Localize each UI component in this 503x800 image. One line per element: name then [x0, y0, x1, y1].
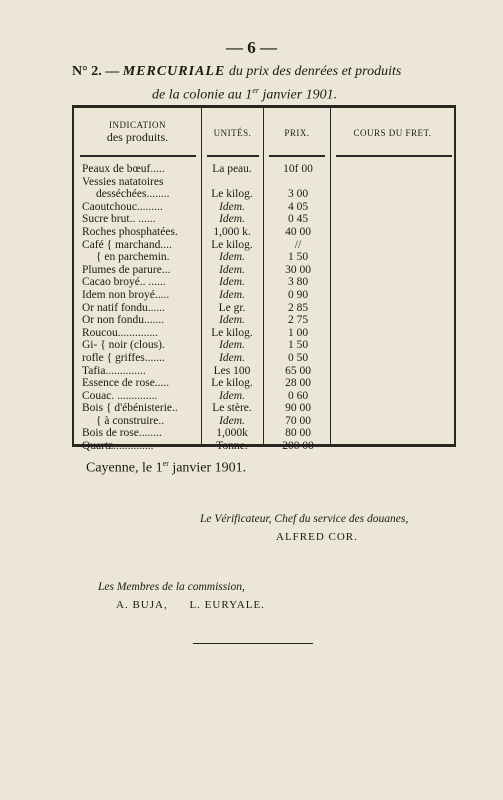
unit-cell: Le kilog.	[211, 188, 253, 201]
price-cell: 80 00	[285, 427, 311, 440]
price-cell: 3 00	[287, 188, 309, 201]
table-row	[74, 427, 454, 440]
product-label: desséchées........	[96, 188, 170, 201]
price-cell: 40 00	[285, 225, 311, 238]
unit-cell: Idem.	[219, 389, 245, 402]
page-number: — 6 —	[226, 38, 277, 57]
unit-cell: Idem.	[219, 200, 245, 213]
unit-cell: Idem.	[219, 314, 245, 327]
price-cell: //	[294, 238, 302, 251]
product-label: Sucre brut.. ......	[82, 213, 156, 226]
price-cell: 30 00	[285, 263, 311, 276]
unit-cell: Idem.	[219, 263, 245, 276]
unit-cell: Le kilog.	[211, 377, 253, 390]
product-label: Peaux de bœuf.....	[82, 163, 165, 175]
product-label: { à construire..	[96, 414, 165, 427]
table-row	[74, 226, 454, 239]
header-prix: PRIX.	[284, 128, 310, 138]
title-line2-pre: de la colonie au 1	[152, 87, 253, 103]
table-row	[74, 201, 454, 214]
commission-names	[116, 599, 283, 611]
table-row	[74, 251, 454, 264]
table-row	[74, 440, 454, 453]
table-row	[74, 339, 454, 352]
product-label: Couac. ..............	[82, 389, 158, 402]
table-row	[74, 276, 454, 289]
table-row	[74, 302, 454, 315]
unit-cell: Les 100	[213, 364, 251, 377]
price-cell: 90 00	[285, 402, 311, 415]
table-body	[74, 163, 454, 453]
header-unites: UNITÉS.	[213, 128, 252, 138]
price-cell: 0 45	[287, 213, 309, 226]
title-line-2	[72, 81, 472, 105]
header-indication-top: INDICATION	[109, 120, 166, 130]
title-mercuriale: MERCURIALE	[122, 64, 226, 79]
member-name: A. BUJA,	[116, 599, 168, 611]
product-label: Quartz..............	[82, 440, 154, 453]
verificateur-name: ALFRED COR.	[276, 531, 358, 543]
title-number: N° 2. —	[72, 64, 120, 79]
header-rule	[269, 155, 325, 157]
unit-cell: La peau.	[212, 163, 252, 175]
product-label: Idem non broyé.....	[82, 288, 170, 301]
unit-cell: Idem.	[219, 414, 245, 427]
title-line2-post: janvier 1901.	[258, 87, 338, 103]
table-row	[74, 352, 454, 365]
table-row	[74, 239, 454, 252]
price-cell: 70 00	[285, 414, 311, 427]
product-label: Bois { d'ébénisterie..	[82, 402, 178, 415]
price-cell: 4 05	[287, 200, 309, 213]
unit-cell: Tonne.	[216, 440, 248, 453]
unit-cell: Idem.	[219, 276, 245, 289]
product-label: Cacao broyé.. ......	[82, 276, 166, 289]
unit-cell: Idem.	[219, 351, 245, 364]
product-label: { en parchemin.	[96, 251, 170, 264]
table-row	[74, 327, 454, 340]
unit-cell: Idem.	[219, 339, 245, 352]
table-row	[74, 163, 454, 176]
header-indication	[74, 120, 201, 145]
place-date-pre: Cayenne, le 1	[86, 460, 163, 476]
place-date	[86, 459, 246, 477]
verificateur-title: Le Vérificateur, Chef du service des douanes,	[200, 513, 409, 525]
price-cell: 1 00	[287, 326, 309, 339]
product-label: Or non fondu.......	[82, 314, 165, 327]
table-row	[74, 365, 454, 378]
price-cell: 3 80	[287, 276, 309, 289]
price-cell: 0 60	[287, 389, 309, 402]
unit-cell: Idem.	[219, 288, 245, 301]
product-label: Vessies natatoires	[82, 175, 164, 188]
product-label: Roucou..............	[82, 326, 159, 339]
place-date-post: janvier 1901.	[168, 460, 247, 476]
table-row	[74, 402, 454, 415]
unit-cell: 1,000 k.	[213, 225, 251, 238]
member-name: L. EURYALE.	[189, 599, 265, 611]
product-label: Tafia..............	[82, 364, 146, 377]
product-label: Café { marchand....	[82, 238, 172, 251]
unit-cell: Le kilog.	[211, 238, 253, 251]
unit-cell: Le gr.	[218, 301, 246, 314]
table-row	[74, 314, 454, 327]
table-row	[74, 188, 454, 201]
header-rule	[336, 155, 452, 157]
table-row	[74, 390, 454, 403]
product-label: Or natif fondu......	[82, 301, 166, 314]
price-cell: 1 50	[287, 251, 309, 264]
price-cell: 1 50	[287, 339, 309, 352]
product-label: Gi- { noir (clous).	[82, 339, 165, 352]
product-label: Roches phosphatées.	[82, 225, 178, 238]
document-title	[72, 62, 472, 105]
table-row	[74, 377, 454, 390]
header-rule	[207, 155, 259, 157]
price-cell: 200 00	[282, 440, 314, 453]
commission-title: Les Membres de la commission,	[98, 581, 245, 593]
price-cell: 28 00	[285, 377, 311, 390]
unit-cell: Le kilog.	[211, 326, 253, 339]
unit-cell: Idem.	[219, 251, 245, 264]
price-cell: 65 00	[285, 364, 311, 377]
title-line2-sup: er	[252, 86, 259, 95]
product-label: Essence de rose.....	[82, 377, 170, 390]
unit-cell: Idem.	[219, 213, 245, 226]
price-cell: 2 75	[287, 314, 309, 327]
title-rest: du prix des denrées et produits	[228, 64, 402, 79]
price-cell: 0 50	[287, 351, 309, 364]
product-label: Bois de rose........	[82, 427, 162, 440]
header-indication-bottom: des produits.	[106, 130, 169, 144]
price-cell: 0 90	[287, 288, 309, 301]
product-label: rofle { griffes.......	[82, 351, 165, 364]
unit-cell: Le stère.	[212, 402, 252, 415]
unit-cell: 1,000k	[216, 427, 248, 440]
header-fret: COURS DU FRET.	[353, 128, 432, 138]
table-row	[74, 264, 454, 277]
place-date-sup: er	[162, 459, 169, 468]
closing-rule	[193, 643, 313, 644]
header-rule	[80, 155, 196, 157]
table-row	[74, 176, 454, 189]
table-row	[74, 289, 454, 302]
price-table	[72, 105, 456, 453]
product-label: Plumes de parure...	[82, 263, 171, 276]
table-row	[74, 213, 454, 226]
price-cell: 10f 00	[283, 163, 313, 175]
table-row	[74, 415, 454, 428]
price-cell: 2 85	[287, 301, 309, 314]
product-label: Caoutchouc.........	[82, 200, 163, 213]
